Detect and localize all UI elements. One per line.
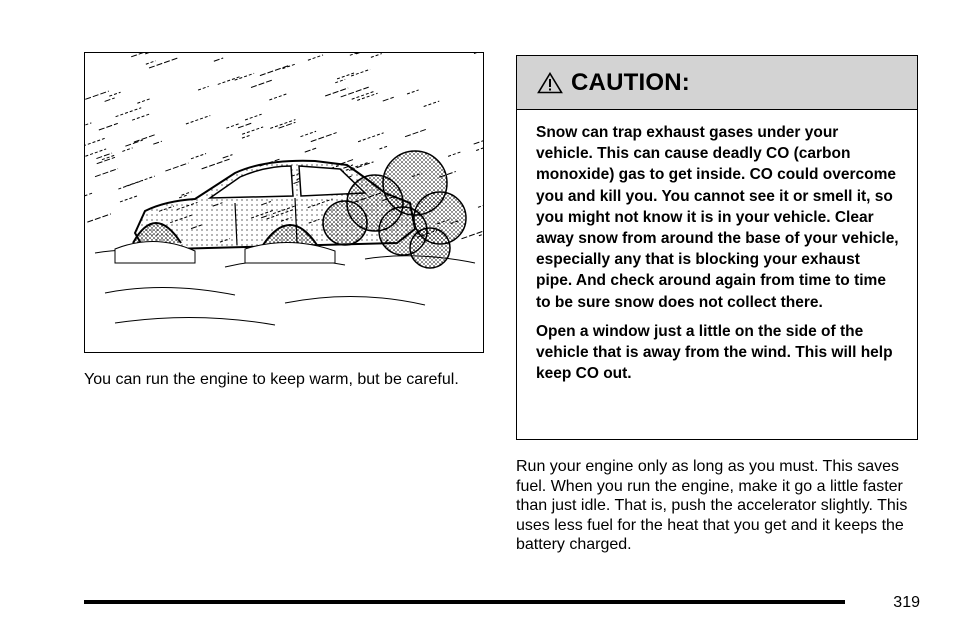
snow-streak: [223, 155, 233, 158]
caution-box: [516, 55, 918, 440]
snow-streak: [85, 91, 109, 99]
snow-car-illustration: [84, 52, 484, 353]
snow-streak: [125, 140, 142, 146]
snow-streak: [242, 127, 263, 134]
snow-streak: [186, 115, 210, 124]
snow-streak: [96, 153, 112, 158]
snow-streak: [102, 155, 115, 160]
snow-streak: [462, 230, 484, 239]
snow-streak: [105, 98, 115, 102]
snow-streak: [371, 54, 382, 58]
snow-streak: [424, 101, 440, 106]
snow-streak: [137, 98, 151, 103]
snow-streak: [202, 159, 230, 169]
snow-streak: [325, 88, 348, 96]
snow-streak: [87, 214, 111, 222]
snow-streak: [214, 58, 223, 61]
snow-streak: [379, 146, 388, 149]
warning-triangle-icon: [537, 72, 563, 94]
snow-streak: [85, 138, 105, 146]
snow-streak: [383, 97, 394, 101]
snow-streak: [305, 148, 316, 152]
snow-streak: [218, 76, 241, 84]
snow-streak: [145, 53, 172, 54]
snow-streak: [476, 144, 484, 150]
snow-streak: [85, 149, 106, 156]
caution-body: [517, 110, 917, 384]
snow-streak: [181, 192, 191, 196]
snow-streak: [356, 53, 368, 54]
snow-streak: [269, 93, 288, 100]
snow-streak: [260, 65, 289, 75]
snow-streak: [191, 154, 206, 159]
caution-paragraph: Snow can trap exhaust gases under your vehicle. This can cause deadly CO (carbon monoxide) gas to get inside. CO could overcome you and kill you. You cannot see it or smell it, so you might not know it is in your vehicle. Clear away snow from around the base of your vehicle, especially any that is blocking your exhaust pipe. And check around again from time to time to be sure snow does not collect there.: [536, 124, 899, 311]
snow-streak: [351, 69, 370, 76]
snow-streak: [122, 148, 132, 152]
snow-streak: [97, 157, 115, 163]
snow-streak: [483, 69, 484, 78]
snow-streak: [153, 141, 162, 144]
snow-streak: [109, 92, 120, 96]
snow-streak: [251, 80, 272, 87]
snow-streak: [95, 169, 118, 177]
snow-streak: [335, 79, 345, 82]
snow-streak: [282, 64, 296, 69]
snow-streak: [235, 73, 254, 80]
snow-streak: [149, 58, 178, 68]
snow-streak: [478, 204, 484, 207]
snow-streak: [405, 129, 428, 137]
snow-streak: [474, 134, 484, 144]
snow-streak: [132, 114, 150, 120]
snow-streak: [279, 122, 296, 128]
snow-streak: [85, 193, 93, 199]
snow-streak: [226, 124, 239, 129]
snow-streak: [474, 53, 484, 54]
snow-streak: [308, 55, 323, 60]
caution-title: CAUTION:: [571, 68, 690, 96]
snow-streak: [448, 152, 461, 157]
snow-streak: [479, 230, 484, 235]
snow-streak: [179, 195, 188, 198]
snow-streak: [85, 123, 91, 127]
snow-streak: [198, 86, 209, 90]
snow-streak: [146, 61, 156, 64]
figure-caption: You can run the engine to keep warm, but be careful.: [84, 371, 459, 388]
snow-streak: [245, 114, 262, 120]
caution-paragraph: Open a window just a little on the side of the vehicle that is away from the wind. This will help keep CO out.: [536, 322, 893, 383]
snow-streak: [357, 93, 377, 100]
snow-streak: [311, 133, 337, 142]
snow-streak: [165, 163, 188, 171]
snow-streak: [358, 133, 384, 142]
snow-streak: [99, 123, 118, 130]
body-paragraph: Run your engine only as long as you must. This saves fuel. When you run the engine, make it go a little faster than just idle. That is, push the accelerator slightly. This uses less fuel for the heat that you get and it keeps the battery charged.: [516, 458, 908, 554]
snow-streak: [131, 53, 155, 57]
snow-streak: [300, 131, 316, 136]
snow-streak: [407, 90, 419, 94]
snow-streak: [242, 135, 250, 138]
caution-header: [517, 56, 917, 110]
snow-streak: [116, 108, 142, 117]
page-number: 319: [893, 594, 920, 611]
snow-streak: [120, 196, 137, 202]
car-in-snow-icon: [85, 53, 484, 353]
footer-divider: [84, 600, 845, 604]
snow-streak: [134, 134, 156, 142]
snow-streak: [238, 123, 253, 128]
